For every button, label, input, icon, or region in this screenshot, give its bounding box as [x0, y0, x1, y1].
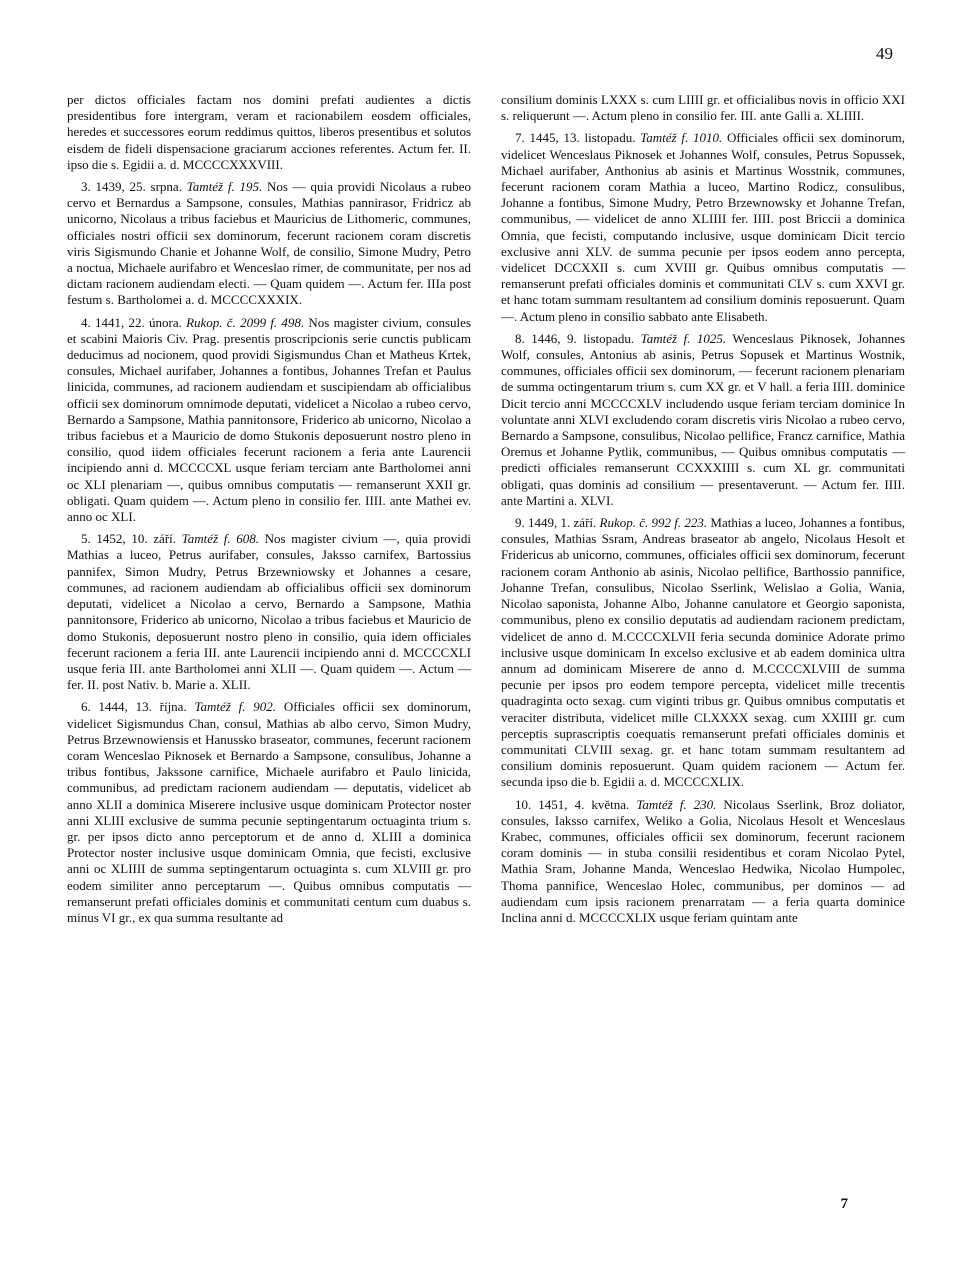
entry-text: Mathias a luceo, Johannes a fontibus, consules, Mathias Ssram, Andreas braseator ab angelo, Nicolaus Hesolt et Fridericus ab unicorno, communes, officiales officii sex dominorum, fecerunt racionem coram Anthonio ab asinis, Nicolao pellifice, Barthossio pannifice, Johanne Trefan, consulibus, Nicolao Sserlink, Welislao a Golia, Wania, Nicolao saponista, Johanne Albo, Johanne canulatore et Georgio saponista, communibus, pleno ex consilio deputatis ad audiendam racionem predictam, videlicet de anno d. M.CCCCXLVII feria secunda dominice Adorate primo inclusive usque dominicam In excelso exclusive et ab eadem dominica ultra annum ad dominicam Miserere de anno d. M.CCCCXLVIII de summa pecunie per ipsos pro eodem tempore percepta, videlicet mille trecentis quadraginta octo sexag. cum viginti tribus gr. Quibus omnibus computatis et veraciter distributa, videlicet mille CLXXXX sexag. cum XXIIII gr. cum perceptis suprascriptis coequatis remanserunt prefati officiales dominis et communitati CLVIII sexag. gr. et hanc totam summam resultantem ad consilium dominis reposuerunt. Quam quidem racionem — Actum fer. secunda ipso die b. Egidii a. d. MCCCCXLIX.	[501, 515, 906, 790]
entry-10	[501, 797, 905, 927]
left-intro-paragraph: per dictos officiales factam nos domini prefati audientes a dictis presidentibus fore intergram, veram et racionabilem eosdem officiales, heredes et successores eorum reddimus quittos, liberos presentibus et solutos eisdem de fideli dispensacione graciarum acciones referentes. Actum fer. II. ipso die s. Egidii a. d. MCCCCXXXVIII.	[67, 92, 471, 172]
entry-source: Tamtéž f. 608.	[181, 531, 259, 547]
entry-source: Tamtéž f. 1010.	[640, 130, 723, 146]
entry-number: 7.	[515, 130, 525, 146]
entry-date: 1451, 4. května.	[538, 796, 630, 812]
entry-source: Tamtéž f. 1025.	[640, 330, 727, 346]
entry-date: 1452, 10. září.	[96, 531, 176, 547]
entry-text: Wenceslaus Piknosek, Johannes Wolf, consules, Antonius ab asinis, Petrus Sopusek et Martinus Wostnik, communes, officiales officii sex dominorum, — fecerunt racionem plenariam de summa octingentarum trium s. cum XX gr. et V hall. a feria IIII. dominice Dicit tercio anni MCCCCXLV includendo usque feriam terciam dominice In voluntate anni XLVI excludendo coram discretis viris Nicolao a rubeo cervo, Bernardo a Sampsone, consulibus, Nicolao pellifice, Francz carnifice, Mathia Oremus et Johanne Pytlik, communibus, — Quibus omnibus computatis — predicti officiales remanserunt CCXXXIIII s. cum XL gr. communitati obligati, quas dominis ad consilium — presentaverunt. — Actum fer. IIII. ante Martini a. XLVI.	[501, 330, 905, 508]
entry-number: 3.	[81, 179, 91, 195]
entry-number: 5.	[81, 531, 91, 547]
entry-text: Officiales officii sex dominorum, videlicet Wenceslaus Piknosek et Johannes Wolf, consules, Petrus Sopussek, Michael aurifaber, Anthonius ab asinis et Martinus Wosstnik, communes, fecerunt racionem coram Mathia a luceo, Martino Rodicz, consulibus, Johanne a fontibus, Simone Mudry, Petro Brzewnowsky et Johanne Trefan, communibus, — videlicet de anno XLIIII fer. IIII. post Briccii a dominica Omnia, que fecisti, computando inclusive, usque dominicam Dicit tercio exclusive anni XLV. de summa pecunie per ipsos eodem anno percepta, videlicet DCCXXII s. cum XVIII gr. Quibus omnibus computatis — remanserunt prefati officiales dominis et communitati CLV s. cum XXVI gr. et hanc totam summam resultantem ad consilium dominis reposuerunt. Quam —. Actum pleno in consilio sabbato ante Elisabeth.	[501, 130, 906, 324]
entry-date: 1441, 22. února.	[95, 314, 182, 330]
entry-source: Tamtéž f. 230.	[636, 796, 717, 812]
entry-3	[67, 179, 471, 309]
entry-source: Tamtéž f. 195.	[186, 179, 263, 195]
signature-mark: 7	[840, 1196, 848, 1212]
entry-number: 8.	[515, 330, 525, 346]
entry-number: 6.	[81, 699, 91, 715]
right-intro-paragraph: consilium dominis LXXX s. cum LIIII gr. et officialibus novis in officio XXI s. reliquerunt —. Actum pleno in consilio fer. III. ante Galli a. XLIIII.	[501, 92, 905, 124]
entry-7	[501, 130, 905, 324]
entry-5	[67, 531, 471, 693]
entry-date: 1439, 25. srpna.	[95, 179, 182, 195]
entry-number: 4.	[81, 314, 91, 330]
entry-text: Officiales officii sex dominorum, videlicet Sigismundus Chan, consul, Mathias ab albo cervo, Simon Mudry, Petrus Brzewnowiensis et Hanussko braseator, communes, fecerunt racionem coram Wenceslao Piknosek et Bernardo a Sampsone, consulibus, Johanne a tribus fontibus, Jakssone carnifice, Michaele aurifabro et Paulo linicida, communibus, ad predictam racionem audiendam — deputatis, videlicet ab anno XLII a dominica Miserere inclusive usque dominicam Protector noster anni XLIII exclusive de summa pecunie septingentarum octuaginta trium s. gr. per ipsos dicto anno perceptorum et de anno d. XLIII a dominica Protector noster inclusive usque dominicam Omnia, que fecisti, exclusive anni oc XLIIII de summa septingentarum octuaginta s. cum XLVIII gr. pro eodem similiter anno perceptarum —. Quibus omnibus computatis — remanserunt prefati officiales dominis et communitati centum cum duabus s. minus VI gr., ex qua summa resultante ad	[67, 699, 472, 925]
entry-text: Nos magister civium —, quia providi Mathias a luceo, Petrus aurifaber, consules, Jaksso carnifex, Bartossius pannifex, Simon Mudry, Petrus Brzewniowsky et Johannes a cesare, communes, ad racionem audiendam ab officialibus officii sex dominorum deputati, videlicet a Nicolao a cervo, Bernardo a Sampsone, Mathia pannitonsore, Friderico ab unicorno, Nicolao a tribus faciebus et Mauricio de domo Stukonis, deposuerunt nostro pleno in consilio, quia idem officiales fecerunt racionem a feria III. ante Laurencii incipiendo anni d. MCCCCXLI usque feria III. ante Bartholomei anni XLII —. Quam quidem —. Actum — fer. II. post Nativ. b. Marie a. XLII.	[67, 531, 472, 693]
entry-source: Rukop. č. 2099 f. 498.	[186, 314, 305, 330]
entry-date: 1446, 9. listopadu.	[531, 330, 635, 346]
entry-date: 1445, 13. listopadu.	[529, 130, 636, 146]
entry-source: Rukop. č. 992 f. 223.	[599, 515, 708, 531]
entry-text: Nicolaus Sserlink, Broz doliator, consules, Iaksso carnifex, Weliko a Golia, Nicolaus Hesolt et Wenceslaus Krabec, communes, officiales officii sex dominorum, fecerunt racionem coram dominis — in stuba consilii residentibus et coram Nicolao Pytel, Mathia Sram, Johanne Manda, Wenceslao Hedwika, Nicolao Humpolec, Thoma pannifice, Wenceslao Holec, communibus, per dominos — ad audiendam cum ipsis racionem prenarratam — a feria quarta dominice Inclina anni d. MCCCCXLIX usque feriam quintam ante	[501, 796, 906, 925]
right-column	[501, 92, 905, 932]
entry-number: 10.	[515, 796, 532, 812]
entry-8	[501, 331, 905, 509]
entry-6	[67, 699, 471, 926]
entry-text: Nos — quia providi Nicolaus a rubeo cervo et Bernardus a Sampsone, consules, Mathias pannirasor, Fridricz ab unicorno, Nicolaus a tribus faciebus et Mauricius de Lithomeric, communes, officiales nostri officii sex dominorum, fecerunt racionem coram discretis viris Sigismundo Chanie et Johanne Wolf, de consilio, Simone Mudry, Petro a noctua, Michaele aurifabro et Wenceslao rimer, de communitate, per nos ad dictam racionem audiendam electi. — Quam quidem —. Actum fer. IIIa post festum s. Bartholomei a. d. MCCCCXXXIX.	[67, 179, 472, 308]
entry-4	[67, 315, 471, 526]
page-number: 49	[876, 44, 893, 63]
entry-9	[501, 515, 905, 790]
entry-text: Nos magister civium, consules et scabini Maioris Civ. Prag. presentis proscripcionis serie cunctis publicam deducimus ad nocionem, quod providi Sigismundus Chan et Matheus Krtek, consules, Michael aurifaber, Johannes a fontibus, Johannes Trefan et Paulus linicida, communes, ad racionem audiendam et suscipiendam ab officialibus officii sex dominorum omnimode deputati, videlicet a Nicolao a rubeo cervo, Bernardo a Sampsone, Mathia pannitonsore, Friderico ab unicorno, Nicolao a tribus faciebus et a Mauricio de domo Stukonis deposuerunt nostro pleno in consilio, quod iidem officiales fecerunt racionem a feria ante Laurencii incipiendo anni d. MCCCCXL usque feriam terciam ante Bartholomei anni oc XLI plenariam —, quibus omnibus computatis — remanserunt XXII gr. obligati. Quam quidem —. Actum pleno in consilio fer. IIII. ante Mathei ev. anno oc XLI.	[67, 314, 471, 525]
left-column	[67, 92, 471, 932]
entry-date: 1449, 1. září.	[528, 515, 597, 531]
entry-source: Tamtéž f. 902.	[194, 699, 277, 715]
entry-number: 9.	[515, 515, 525, 531]
entry-date: 1444, 13. října.	[98, 699, 187, 715]
